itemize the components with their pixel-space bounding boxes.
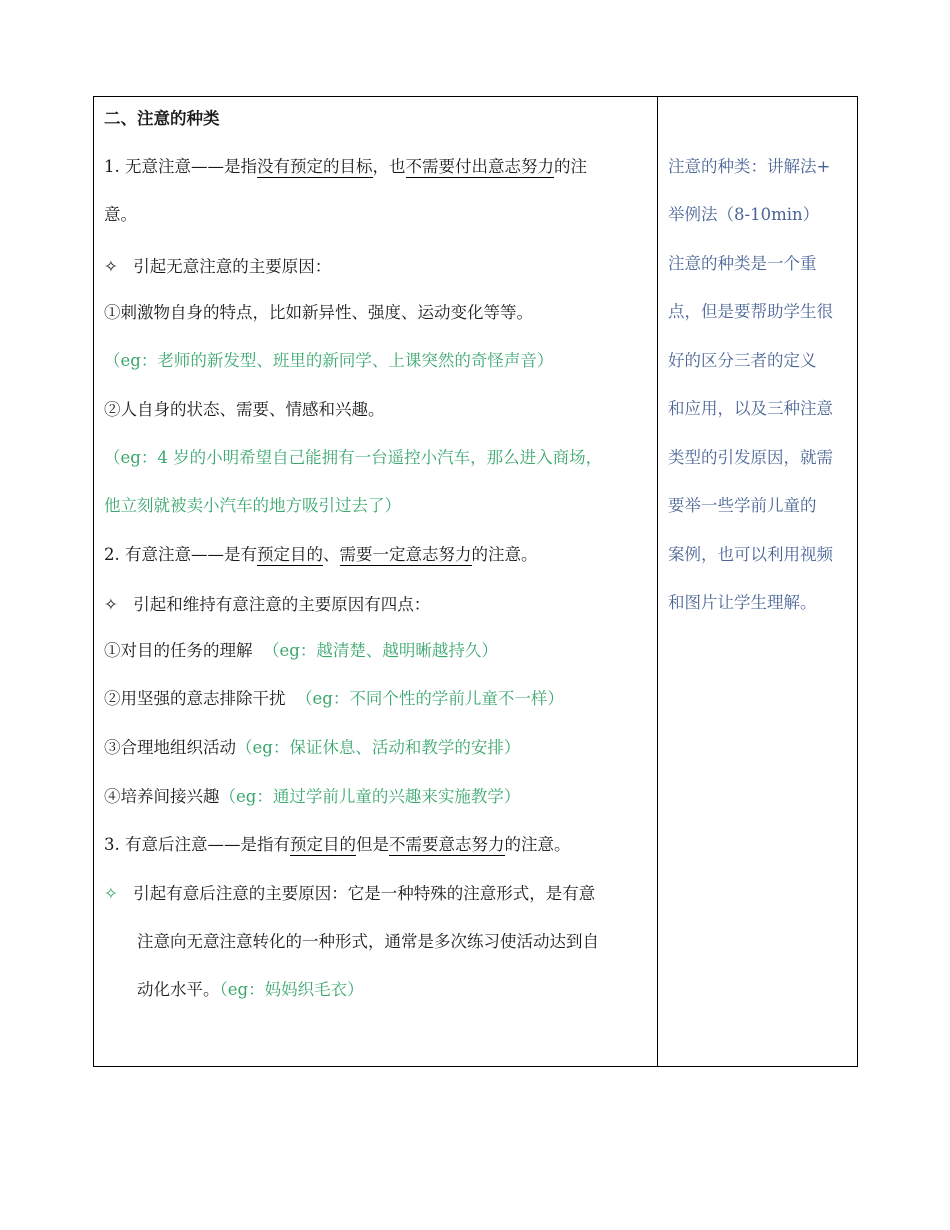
side-note-line: 举例法（8-10min） — [668, 205, 820, 224]
side-note-line: 类型的引发原因，就需 — [668, 448, 833, 467]
side-note-line: 和应用，以及三种注意 — [668, 399, 833, 418]
involuntary-cause-2-example-cont: 他立刻就被卖小汽车的地方吸引过去了） — [104, 496, 401, 515]
side-note-line: 要举一些学前儿童的 — [668, 496, 817, 515]
involuntary-definition: 1. 无意注意——是指没有预定的目标，也不需要付出意志努力的注 — [104, 157, 587, 176]
term-underlined: 预定目的 — [290, 835, 356, 854]
side-note-line: 注意的种类是一个重 — [668, 254, 817, 273]
post-voluntary-cause-cont-2: 动化水平。（eg：妈妈织毛衣） — [137, 980, 364, 999]
side-note-line: 注意的种类：讲解法+ — [668, 157, 831, 176]
voluntary-cause-3: ③合理地组织活动（eg：保证休息、活动和教学的安排） — [104, 738, 521, 757]
involuntary-cause-1-example: （eg：老师的新发型、班里的新同学、上课突然的奇怪声音） — [104, 351, 554, 370]
side-note-line: 案例，也可以利用视频 — [668, 545, 833, 564]
content-column — [94, 97, 657, 1066]
side-note-line: 点，但是要帮助学生很 — [668, 302, 833, 321]
involuntary-cause-2-example: （eg：4 岁的小明希望自己能拥有一台遥控小汽车，那么进入商场， — [104, 448, 603, 467]
post-voluntary-cause: ✧ 引起有意后注意的主要原因：它是一种特殊的注意形式，是有意 — [104, 884, 596, 903]
post-voluntary-cause-cont: 注意向无意注意转化的一种形式，通常是多次练习使活动达到自 — [137, 932, 599, 951]
sparkle-bullet-icon: ✧ — [104, 884, 118, 903]
voluntary-definition: 2. 有意注意——是有预定目的、需要一定意志努力的注意。 — [104, 545, 538, 564]
term-underlined: 需要一定意志努力 — [339, 545, 472, 564]
term-underlined: 没有预定的目标 — [257, 157, 373, 176]
term-underlined: 预定目的 — [257, 545, 323, 564]
side-note-line: 好的区分三者的定义 — [668, 351, 817, 370]
side-note-line: 和图片让学生理解。 — [668, 593, 817, 612]
voluntary-cause-4: ④培养间接兴趣（eg：通过学前儿童的兴趣来实施教学） — [104, 787, 521, 806]
sparkle-bullet-icon: ✧ — [104, 595, 118, 614]
sparkle-bullet-icon: ✧ — [104, 257, 118, 276]
lesson-plan-table — [93, 96, 858, 1067]
voluntary-causes-heading: ✧ 引起和维持有意注意的主要原因有四点： — [104, 595, 431, 614]
term-underlined: 不需要意志努力 — [389, 835, 505, 854]
involuntary-causes-heading: ✧ 引起无意注意的主要原因： — [104, 257, 332, 276]
voluntary-cause-1: ①对目的任务的理解 （eg：越清楚、越明晰越持久） — [104, 641, 498, 660]
involuntary-cause-2: ②人自身的状态、需要、情感和兴趣。 — [104, 400, 385, 419]
voluntary-cause-2: ②用坚强的意志排除干扰 （eg：不同个性的学前儿童不一样） — [104, 689, 564, 708]
term-underlined: 不需要付出意志努力 — [405, 157, 554, 176]
involuntary-cause-1: ①刺激物自身的特点，比如新异性、强度、运动变化等等。 — [104, 303, 533, 322]
involuntary-definition-cont: 意。 — [104, 205, 137, 224]
notes-column — [658, 97, 857, 1066]
post-voluntary-definition: 3. 有意后注意——是指有预定目的但是不需要意志努力的注意。 — [104, 835, 571, 854]
section-title: 二、注意的种类 — [104, 109, 220, 128]
